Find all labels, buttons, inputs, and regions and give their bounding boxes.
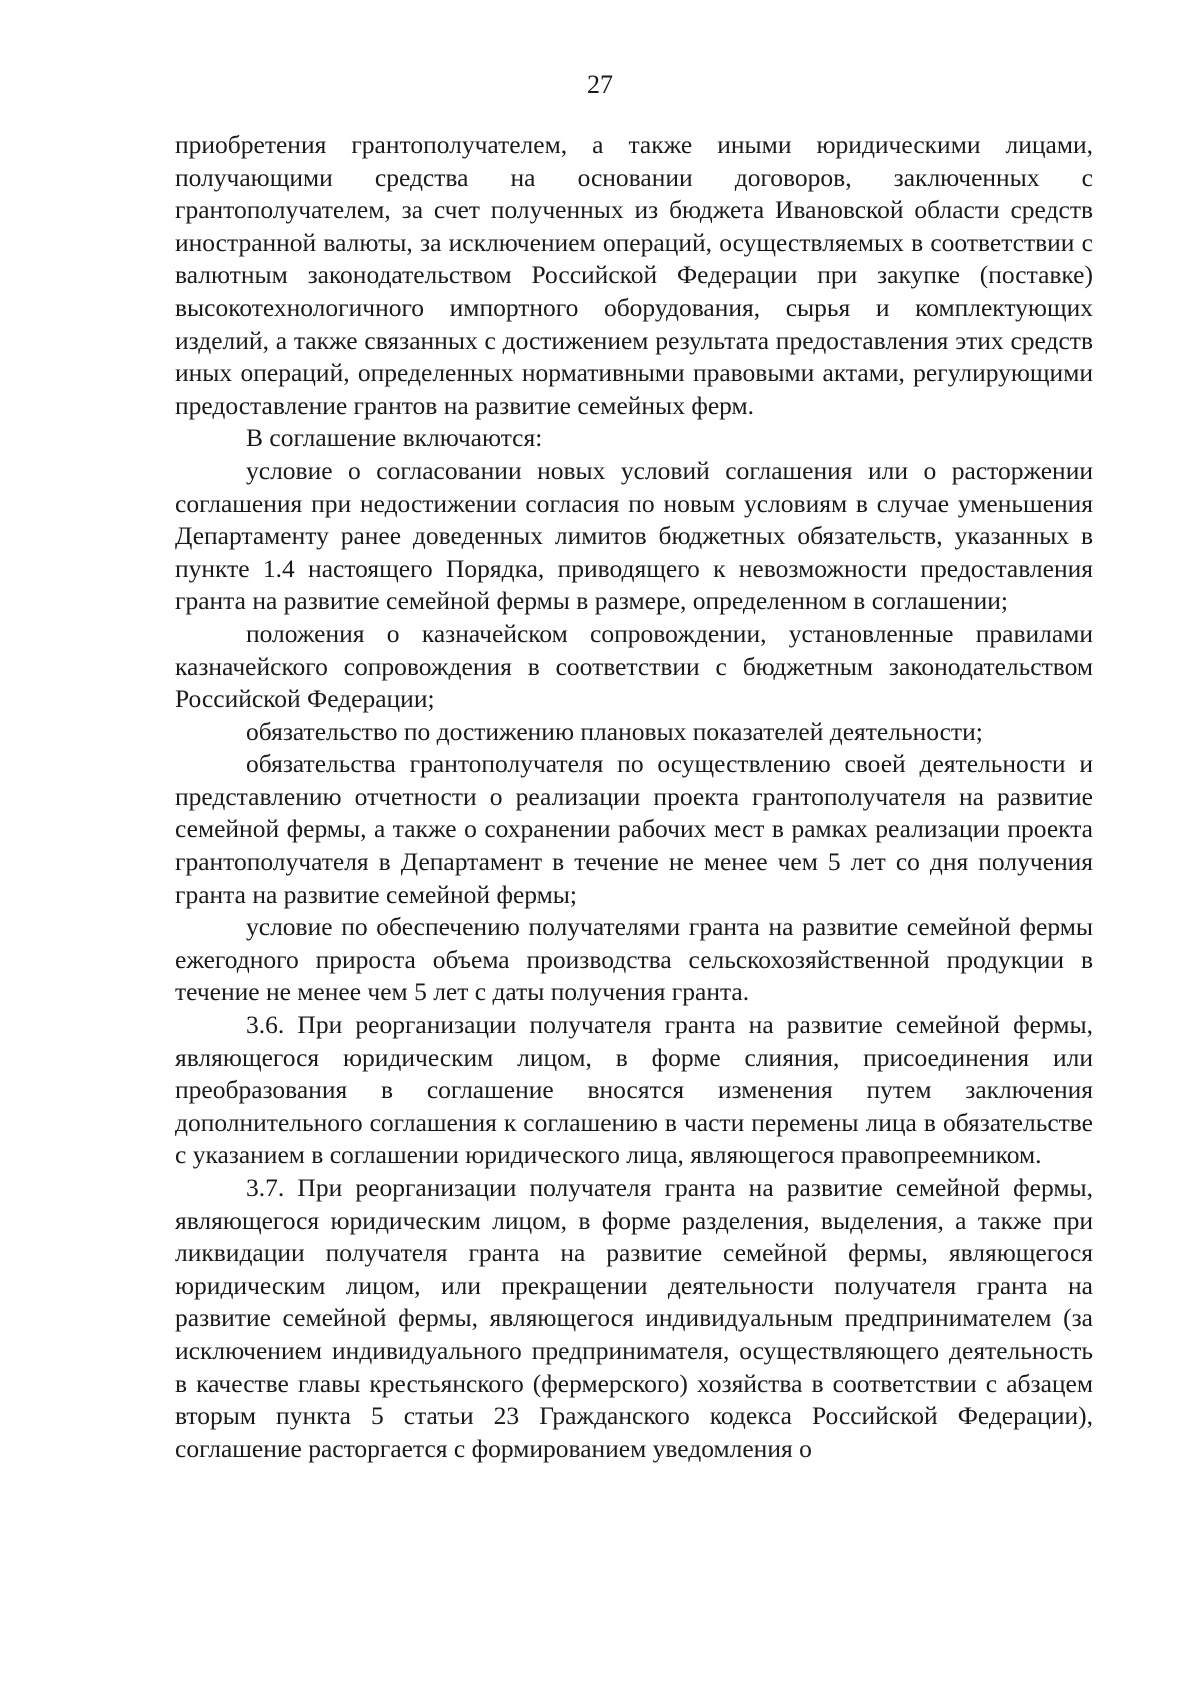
paragraph-section-3-7: 3.7. При реорганизации получателя гранта на развитие семейной фермы, являющегося юридическим лицом, в форме разделения, выделения, а также при ликвидации получателя гранта на развитие семейной фермы, являющегося юридическим лицом, или прекращении деятельности получателя гранта на развитие семейной фермы, являющегося индивидуальным предпринимателем (за исключением индивидуального предпринимателя, осуществляющего деятельность в качестве главы крестьянского (фермерского) хозяйства в соответствии с абзацем вторым пункта 5 статьи 23 Гражданского кодекса Российской Федерации), соглашение расторгается с формированием уведомления о (175, 1173, 1093, 1463)
paragraph-agreement-includes: В соглашение включаются: (246, 423, 543, 453)
paragraph-section-3-6: 3.6. При реорганизации получателя гранта на развитие семейной фермы, являющегося юридическим лицом, в форме слияния, присоединения или преобразования в соглашение вносятся изменения путем заключения дополнительного соглашения к соглашению в части перемены лица в обязательстве с указанием в соглашении юридического лица, являющегося правопреемником. (175, 1010, 1093, 1170)
paragraph-production-growth: условие по обеспечению получателями гранта на развитие семейной фермы ежегодного прироста объема производства сельскохозяйственной продукции в течение не менее чем 5 лет с даты получения гранта. (175, 912, 1093, 1007)
paragraph-plan-indicators: обязательство по достижению плановых показателей деятельности; (246, 716, 983, 746)
paragraph-treasury-support: положения о казначейском сопровождении, установленные правилами казначейского сопровождения в соответствии с бюджетным законодательством Российской Федерации; (175, 618, 1093, 714)
paragraph-continuation: приобретения грантополучателем, а также иными юридическими лицами, получающими средства на основании договоров, заключенных с грантополучателем, за счет полученных из бюджета Ивановской области средств иностранной валюты, за исключением операций, осуществляемых в соответствии с валютным законодательством Российской Федерации при закупке (поставке) высокотехнологичного импортного оборудования, сырья и комплектующих изделий, а также связанных с достижением результата предоставления этих средств иных операций, определенных нормативными правовыми актами, регулирующими предоставление грантов на развитие семейных ферм. (175, 130, 1093, 420)
page-number: 27 (587, 70, 613, 99)
paragraph-grantee-obligations: обязательства грантополучателя по осуществлению своей деятельности и представлению отчетности о реализации проекта грантополучателя на развитие семейной фермы, а также о сохранении рабочих мест в рамках реализации проекта грантополучателя в Департамент в течение не менее чем 5 лет со дня получения гранта на развитие семейной фермы; (175, 749, 1093, 909)
paragraph-condition-new-terms: условие о согласовании новых условий соглашения или о расторжении соглашения при недостижении согласия по новым условиям в случае уменьшения Департаменту ранее доведенных лимитов бюджетных обязательств, указанных в пункте 1.4 настоящего Порядка, приводящего к невозможности предоставления гранта на развитие семейной фермы в размере, определенном в соглашении; (175, 455, 1093, 616)
document-body (175, 129, 1093, 1465)
